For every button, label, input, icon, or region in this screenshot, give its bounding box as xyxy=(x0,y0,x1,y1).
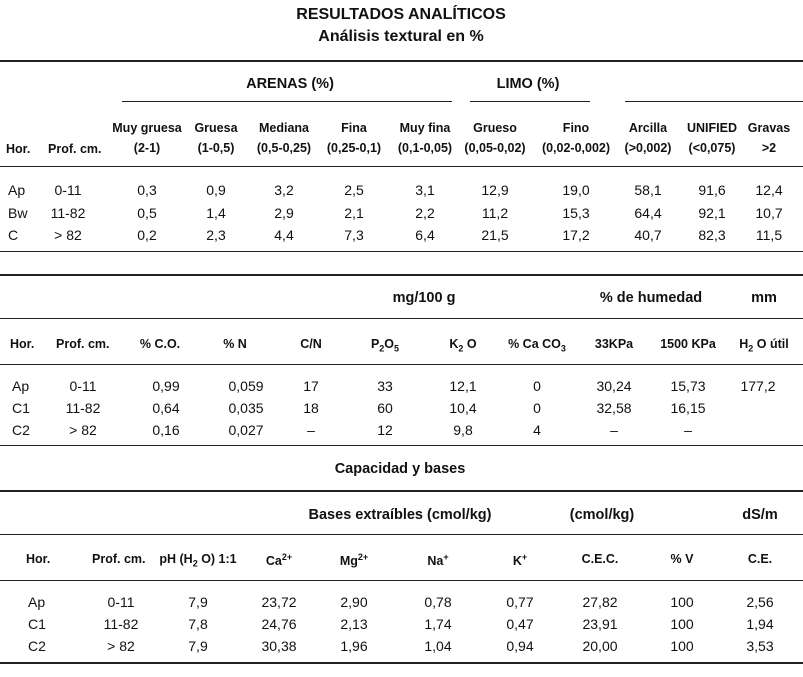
table-cell: 100 xyxy=(670,638,694,654)
table-cell: 2,56 xyxy=(746,594,774,610)
col-n: % N xyxy=(223,337,247,351)
header-rule xyxy=(0,364,803,365)
header-rule xyxy=(0,166,803,167)
group-ds: dS/m xyxy=(742,507,778,523)
table-cell: 2,1 xyxy=(344,205,364,221)
page-subtitle: Análisis textural en % xyxy=(318,28,484,45)
table-cell: 0,2 xyxy=(137,227,157,243)
col-hor: Hor. xyxy=(26,552,51,566)
col-k: K+ xyxy=(512,552,528,569)
col-cec: C.E.C. xyxy=(581,552,619,566)
table-cell: 12 xyxy=(377,422,393,438)
table-cell: C1 xyxy=(12,400,30,416)
table-cell: 7,8 xyxy=(188,616,208,632)
table-rule xyxy=(0,490,803,492)
table-cell: 18 xyxy=(303,400,319,416)
table-cell: 30,38 xyxy=(261,638,297,654)
col-k2o: $K_2$ O xyxy=(449,337,477,354)
col-v: % V xyxy=(670,552,694,566)
group-bases: Bases extraíbles (cmol/kg) xyxy=(308,507,492,523)
col-caco3: % Ca $CO_3$ xyxy=(508,337,566,354)
table-title: Capacidad y bases xyxy=(334,461,466,477)
table-cell: – xyxy=(684,422,692,438)
table-cell: > 82 xyxy=(107,638,135,654)
col-prof: Prof. cm. xyxy=(92,552,146,566)
table-cell: 15,73 xyxy=(670,378,706,394)
table-cell: 0-11 xyxy=(54,182,82,198)
table-rule xyxy=(0,445,803,446)
col-fina: Fina (0,25-0,1) xyxy=(326,121,382,155)
table-cell: 0-11 xyxy=(69,378,97,394)
table-cell: 11,5 xyxy=(755,227,783,243)
table-cell: 0,77 xyxy=(506,594,534,610)
table-cell: 15,3 xyxy=(562,205,590,221)
table-cell: 7,9 xyxy=(188,638,208,654)
group-arenas: ARENAS (%) xyxy=(246,76,334,92)
table-cell: – xyxy=(610,422,618,438)
table-cell: 82,3 xyxy=(698,227,726,243)
table-cell: 16,15 xyxy=(670,400,706,416)
table-cell: 7,9 xyxy=(188,594,208,610)
table-cell: 0,035 xyxy=(228,400,264,416)
table-cell: 0,16 xyxy=(152,422,180,438)
col-1500kpa: 1500 KPa xyxy=(660,337,716,351)
table-cell: 0,78 xyxy=(424,594,452,610)
table-cell: 10,4 xyxy=(449,400,477,416)
table-cell: 1,94 xyxy=(746,616,774,632)
table-cell: 1,96 xyxy=(340,638,368,654)
col-mg: $Mg^{2+}$ xyxy=(339,552,369,569)
table-cell: 1,4 xyxy=(206,205,226,221)
table-cell: 0,47 xyxy=(506,616,534,632)
table-cell: > 82 xyxy=(69,422,97,438)
table-cell: 40,7 xyxy=(634,227,662,243)
col-cn: C/N xyxy=(300,337,322,351)
table-cell: 4,4 xyxy=(274,227,294,243)
table-cell: 11-82 xyxy=(65,400,101,416)
table-cell: 27,82 xyxy=(582,594,618,610)
table-cell: 11-82 xyxy=(103,616,139,632)
table-cell: 7,3 xyxy=(344,227,364,243)
table-cell: 2,90 xyxy=(340,594,368,610)
col-limo-fino: Fino (0,02-0,002) xyxy=(541,121,611,155)
table-cell: 3,2 xyxy=(274,182,294,198)
group-mm: mm xyxy=(751,290,777,306)
table-cell: 4 xyxy=(533,422,541,438)
table-cell: C2 xyxy=(12,422,30,438)
table-cell: 32,58 xyxy=(596,400,632,416)
page-title: RESULTADOS ANALÍTICOS xyxy=(296,6,506,23)
col-gravas: Gravas >2 xyxy=(747,121,791,155)
group-limo: LIMO (%) xyxy=(496,76,560,92)
table-cell: Ap xyxy=(8,182,26,198)
table-cell: 0,9 xyxy=(206,182,226,198)
col-h2o-util: $H_2$ O útil xyxy=(739,337,789,354)
table-cell: 0,3 xyxy=(137,182,157,198)
table-cell: 2,3 xyxy=(206,227,226,243)
table-cell: C xyxy=(8,227,19,243)
table-cell: 19,0 xyxy=(562,182,590,198)
table-cell: 100 xyxy=(670,594,694,610)
table-rule xyxy=(0,662,803,664)
table-cell: 100 xyxy=(670,616,694,632)
table-cell: 9,8 xyxy=(453,422,473,438)
col-prof: Prof. cm. xyxy=(56,337,110,351)
col-limo-grueso: Grueso (0,05-0,02) xyxy=(464,121,526,155)
table-cell: 1,74 xyxy=(424,616,452,632)
table-cell: 17 xyxy=(303,378,319,394)
table-cell: Ap xyxy=(28,594,46,610)
table-rule xyxy=(0,60,803,62)
table-cell: 2,2 xyxy=(415,205,435,221)
col-na: Na+ xyxy=(427,552,449,569)
table-cell: 177,2 xyxy=(740,378,776,394)
table-cell: 0 xyxy=(533,400,541,416)
col-hor: Hor. xyxy=(6,142,31,156)
table-cell: 2,5 xyxy=(344,182,364,198)
table-cell: 11-82 xyxy=(50,205,86,221)
table-cell: 91,6 xyxy=(698,182,726,198)
table-cell: 11,2 xyxy=(481,205,509,221)
table-cell: 3,1 xyxy=(415,182,435,198)
col-p2o5: $P_2O_5$ xyxy=(370,337,400,354)
table-cell: C1 xyxy=(28,616,46,632)
table-cell: 2,9 xyxy=(274,205,294,221)
group-rule xyxy=(0,534,803,535)
table-cell: 20,00 xyxy=(582,638,618,654)
table-cell: 6,4 xyxy=(415,227,435,243)
group-mg: mg/100 g xyxy=(392,290,456,306)
table-cell: 0,027 xyxy=(228,422,264,438)
col-ca: $Ca^{2+}$ xyxy=(265,552,293,569)
group-rule xyxy=(122,101,452,102)
table-cell: 58,1 xyxy=(634,182,662,198)
table-cell: 10,7 xyxy=(755,205,783,221)
col-muy-fina: Muy fina (0,1-0,05) xyxy=(397,121,453,155)
table-cell: Ap xyxy=(12,378,30,394)
table-cell: > 82 xyxy=(54,227,82,243)
table-cell: 23,91 xyxy=(582,616,618,632)
col-33kpa: 33KPa xyxy=(594,337,634,351)
table-cell: – xyxy=(307,422,315,438)
header-rule xyxy=(0,580,803,581)
col-arcilla: Arcilla (>0,002) xyxy=(624,121,672,155)
table-cell: 0 xyxy=(533,378,541,394)
table-cell: 12,4 xyxy=(755,182,783,198)
table-rule xyxy=(0,274,803,276)
col-hor: Hor. xyxy=(10,337,35,351)
group-rule xyxy=(625,101,803,102)
table-cell: 0,64 xyxy=(152,400,180,416)
col-unified: UNIFIED (<0,075) xyxy=(687,121,737,155)
table-cell: 30,24 xyxy=(596,378,632,394)
table-cell: 60 xyxy=(377,400,393,416)
table-cell: 0,059 xyxy=(228,378,264,394)
col-gruesa: Gruesa (1-0,5) xyxy=(194,121,238,155)
table-cell: C2 xyxy=(28,638,46,654)
table-cell: 23,72 xyxy=(261,594,297,610)
group-rule xyxy=(470,101,590,102)
table-cell: 0,99 xyxy=(152,378,180,394)
table-cell: 33 xyxy=(377,378,393,394)
table-cell: 17,2 xyxy=(562,227,590,243)
table-cell: 0,5 xyxy=(137,205,157,221)
group-humedad: % de humedad xyxy=(599,290,703,306)
col-ce: C.E. xyxy=(747,552,773,566)
table-rule xyxy=(0,251,803,252)
col-co: % C.O. xyxy=(139,337,181,351)
col-ph: pH ($H_2$ O) 1:1 xyxy=(159,552,237,569)
col-mediana: Mediana (0,5-0,25) xyxy=(256,121,312,155)
table-cell: 3,53 xyxy=(746,638,774,654)
table-cell: Bw xyxy=(8,205,28,221)
table-cell: 2,13 xyxy=(340,616,368,632)
table-cell: 0,94 xyxy=(506,638,534,654)
col-muy-gruesa: Muy gruesa (2-1) xyxy=(112,121,182,155)
table-cell: 12,9 xyxy=(481,182,509,198)
table-cell: 0-11 xyxy=(107,594,135,610)
table-cell: 1,04 xyxy=(424,638,452,654)
table-cell: 21,5 xyxy=(481,227,509,243)
table-cell: 92,1 xyxy=(698,205,726,221)
table-cell: 12,1 xyxy=(449,378,477,394)
col-prof: Prof. cm. xyxy=(48,142,102,156)
group-rule xyxy=(0,318,803,319)
table-cell: 64,4 xyxy=(634,205,662,221)
group-cmol: (cmol/kg) xyxy=(569,507,635,523)
table-cell: 24,76 xyxy=(261,616,297,632)
